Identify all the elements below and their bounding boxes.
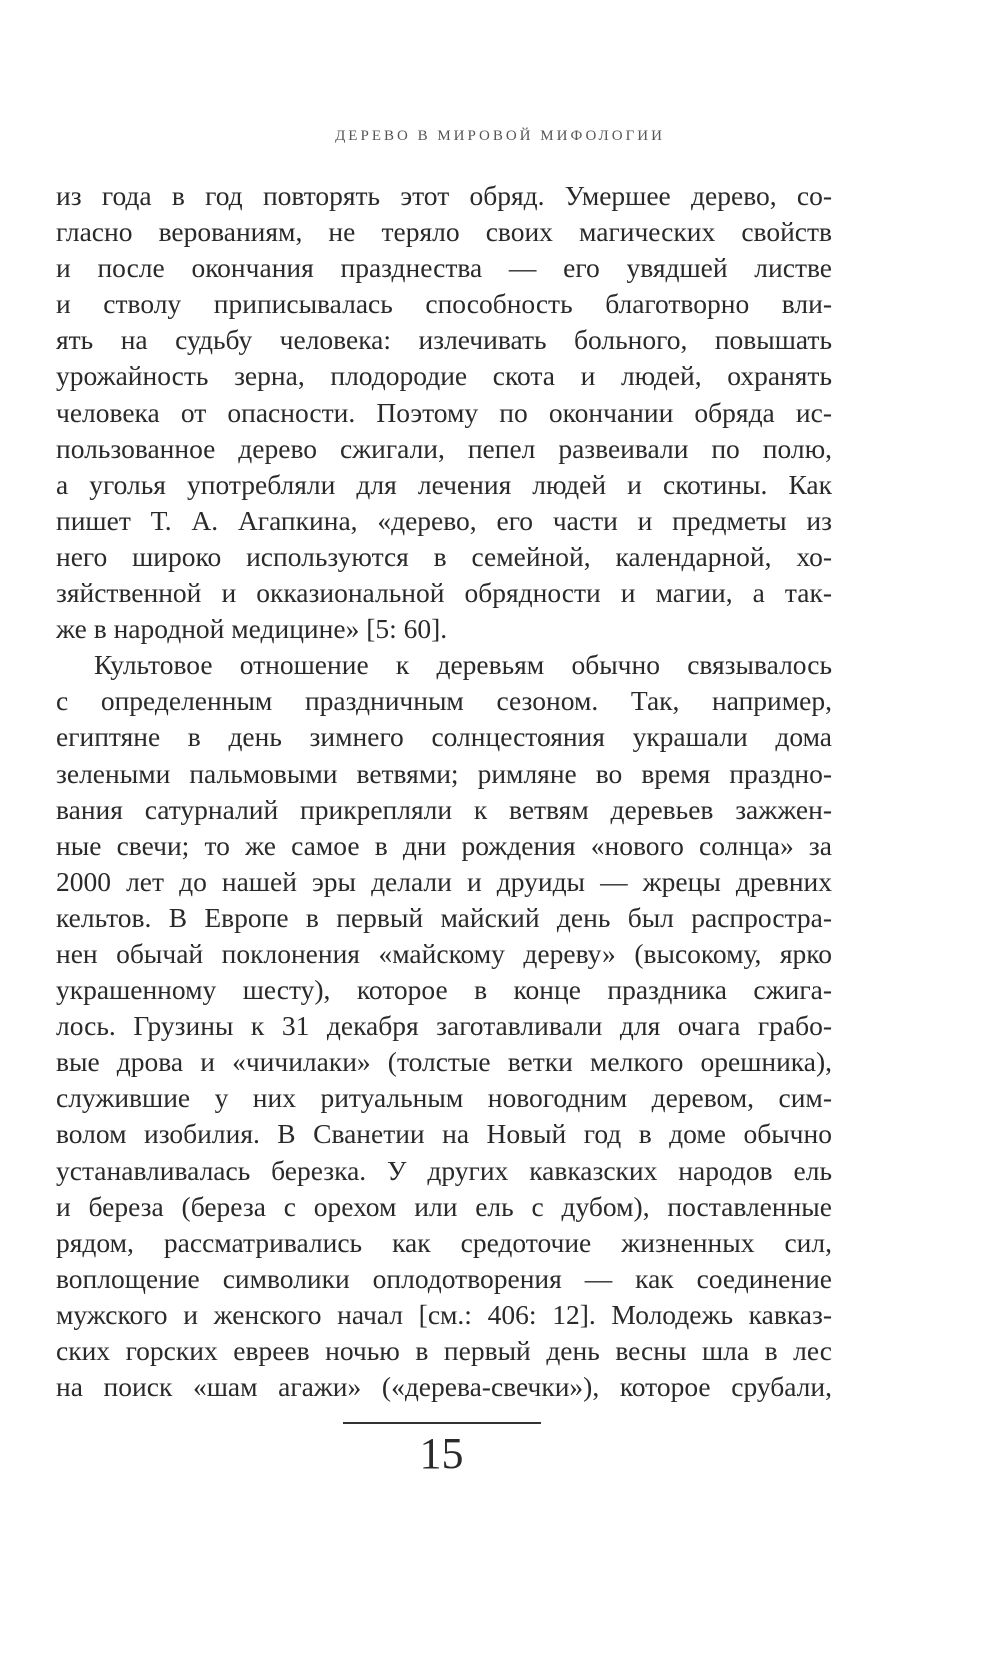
text-line: ные свечи; то же самое в дни рождения «нового солнца» за (56, 829, 832, 861)
text-line: человека от опасности. Поэтому по окончании обряда ис- (56, 396, 832, 428)
text-line: урожайность зерна, плодородие скота и людей, охранять (56, 360, 832, 392)
text-line: воплощение символики оплодотворения — как соединение (56, 1262, 832, 1294)
text-line: служившие у них ритуальным новогодним деревом, сим- (56, 1082, 832, 1114)
text-line: рядом, рассматривались как средоточие жизненных сил, (56, 1226, 832, 1258)
text-line: лось. Грузины к 31 декабря заготавливали для очага грабо- (56, 1010, 832, 1042)
text-line: вые дрова и «чичилаки» (толстые ветки мелкого орешника), (56, 1046, 832, 1078)
text-line: ских горских евреев ночью в первый день весны шла в лес (56, 1335, 832, 1366)
text-line: пользованное дерево сжигали, пепел развеивали по полю, (56, 432, 832, 464)
page-number: 15 (419, 1429, 464, 1478)
text-line: украшенному шесту), которое в конце праздника сжига- (56, 974, 832, 1006)
text-line: вания сатурналий прикрепляли к ветвям деревьев зажжен- (56, 793, 832, 825)
text-line: устанавливалась березка. У других кавказских народов ель (56, 1154, 832, 1186)
text-line: на поиск «шам агажи» («дерева-свечки»), которое срубали, (56, 1371, 832, 1403)
text-line: ять на судьбу человека: излечивать больного, повышать (56, 324, 832, 356)
text-line: кельтов. В Европе в первый майский день был распростра- (56, 901, 832, 933)
footer-rule (343, 1422, 541, 1424)
text-line: а уголья употребляли для лечения людей и скотины. Как (56, 468, 832, 500)
text-line: и стволу приписывалась способность благотворно вли- (56, 288, 832, 320)
text-line: гласно верованиям, не теряло своих магических свойств (56, 216, 832, 248)
text-line: с определенным праздничным сезоном. Так, например, (56, 685, 832, 717)
text-line: нен обычай поклонения «майскому дереву» (высокому, ярко (56, 937, 832, 969)
text-line: мужского и женского начал [см.: 406: 12]. Молодежь кавказ- (56, 1298, 832, 1330)
body-text (56, 178, 832, 1405)
text-line: египтяне в день зимнего солнцестояния украшали дома (56, 721, 832, 753)
text-line: и береза (береза с орехом или ель с дубом), поставленные (56, 1190, 832, 1222)
text-line: зелеными пальмовыми ветвями; римляне во время праздно- (56, 757, 832, 789)
text-line: 2000 лет до нашей эры делали и друиды — жрецы древних (56, 865, 832, 897)
text-line: Культовое отношение к деревьям обычно связывалось (94, 649, 832, 681)
text-line: волом изобилия. В Сванетии на Новый год в доме обычно (56, 1118, 832, 1150)
text-line: из года в год повторять этот обряд. Умершее дерево, со- (56, 180, 832, 211)
text-line: него широко используются в семейной, календарной, хо- (56, 540, 832, 572)
paragraph-2 (56, 647, 832, 1405)
paragraph-1 (56, 178, 832, 647)
running-head: ДЕРЕВО В МИРОВОЙ МИФОЛОГИИ (335, 128, 665, 144)
text-line: пишет Т. А. Агапкина, «дерево, его части и предметы из (56, 504, 832, 536)
text-line: же в народной медицине» [5: 60]. (56, 613, 448, 645)
text-line: зяйственной и окказиональной обрядности и магии, а так- (56, 577, 832, 609)
text-line: и после окончания празднества — его увядшей листве (56, 252, 832, 284)
